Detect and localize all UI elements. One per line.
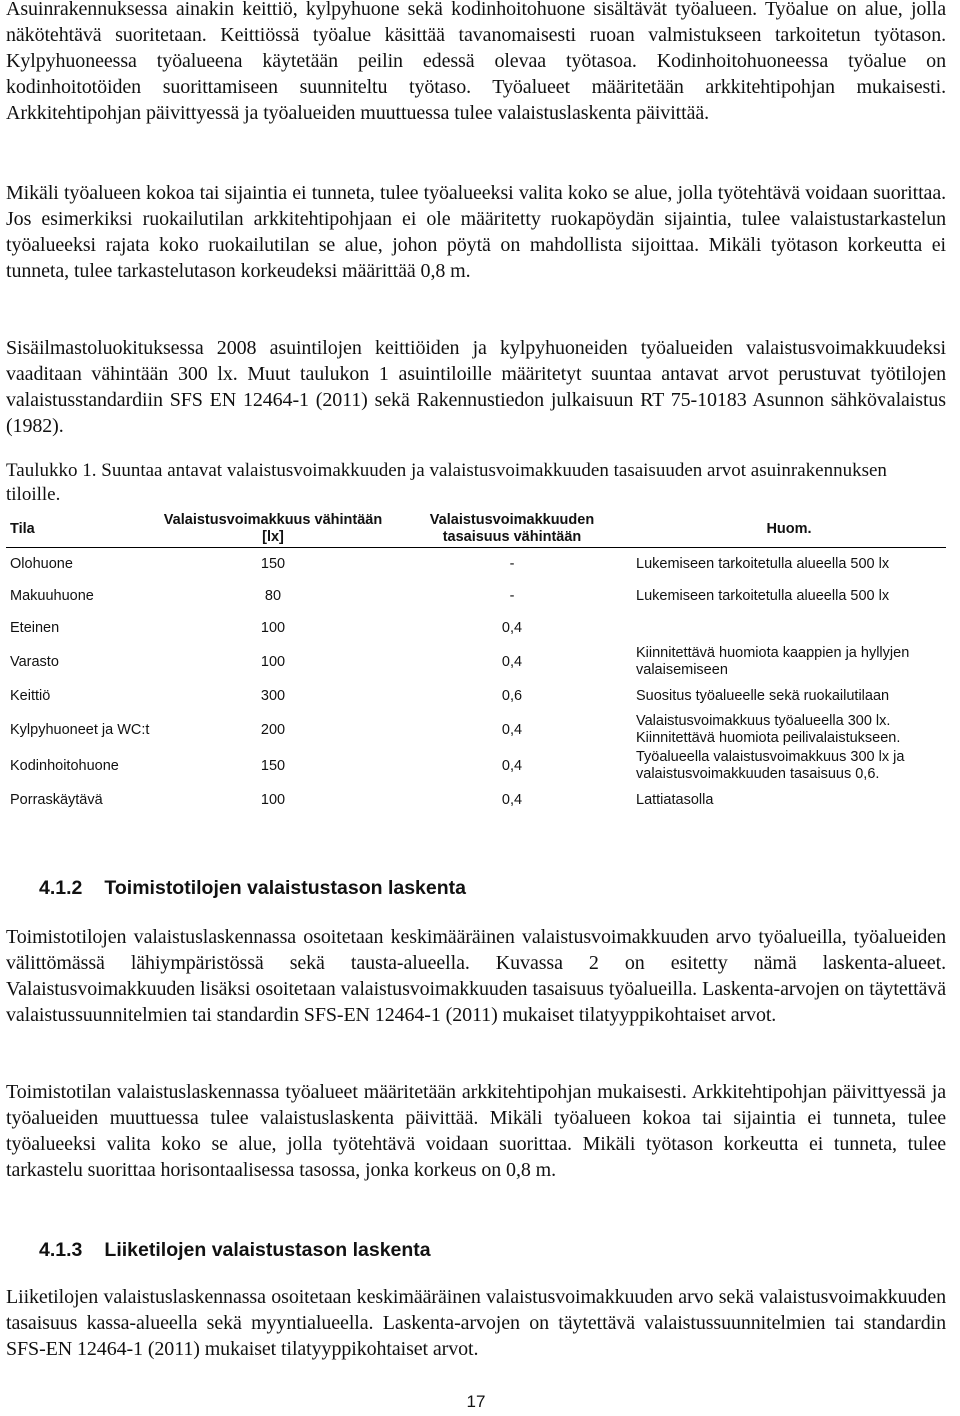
cell-lx: 80 [264,587,282,604]
table-caption [6,459,946,507]
header-lx: Valaistusvoimakkuus vähintään [lx] [154,511,392,548]
cell-tasaisuus: - [509,555,515,572]
cell-huom: Suositus työalueelle sekä ruokailutilaan [636,687,890,704]
cell-lx: 200 [260,721,286,738]
paragraph-retail-calculation: Liiketilojen valaistuslaskennassa osoitetaan keskimääräinen valaistusvoimakkuuden arvo sekä valaistusvoimakkuuden tasaisuus kassa-alueella sekä myyntialueella. Laskenta-arvojen on täytettävä valaistussuunnitelmien tai standardin SFS-EN 12464-1 (2011) mukaiset tilatyyppikohtaiset arvot. [6,1286,946,1360]
cell-huom: Lattiatasolla [636,791,714,808]
section-number: 4.1.2 [39,877,83,899]
cell-tasaisuus: 0,4 [501,791,523,808]
paragraph-work-areas: Asuinrakennuksessa ainakin keittiö, kylpyhuone sekä kodinhoitohuone sisältävät työalueen. Työalue on alue, jolla näkötehtävä suoritetaan. Keittiössä työalue käsittää tavanomaisesti ruoan valmistukseen tarkoitetun työtason. Kylpyhuoneessa työalueena käytetään peilin edessä olevaa työtasoa. Kodinhoitohuoneessa työalue on kodinhoitotöiden suorittamiseen suunniteltu työtaso. Työalueet määritetään arkkitehtipohjan mukaisesti. Arkkitehtipohjan päivittyessä ja työalueiden muuttuessa tulee valaistuslaskenta päivittää. [6,0,946,124]
paragraph-office-work-areas: Toimistotilan valaistuslaskennassa työalueet määritetään arkkitehtipohjan mukaisesti. Arkkitehtipohjan päivittyessä ja työalueiden muuttuessa tulee valaistuslaskenta päivittää. Mikäli työalueen kokoa tai sijaintia ei tunneta, tulee työalueeksi valita koko se alue, jolla työtehtävä voidaan suorittaa. Mikäli työtason korkeutta ei tunneta, tulee tarkastelu suorittaa horisontaalisessa tasossa, jonka korkeus on 0,8 m. [6,1081,946,1181]
cell-huom: Valaistusvoimakkuus työalueella 300 lx. Kiinnitettävä huomiota peilivalaistukseen. [636,713,901,746]
table-caption-label: Taulukko 1. [6,460,97,481]
table-row [6,644,946,680]
header-huom: Huom. [632,511,946,548]
table-row [6,580,946,612]
table-header-row [6,511,946,548]
cell-lx: 300 [260,687,286,704]
table-caption-text: Suuntaa antavat valaistusvoimakkuuden ja valaistusvoimakkuuden tasaisuuden arvot asuinrakennuksen tiloille. [6,460,887,505]
section-number: 4.1.3 [39,1239,83,1261]
cell-huom [632,612,946,644]
illuminance-table [6,511,946,816]
cell-tila: Kodinhoitohuone [10,757,119,774]
cell-tila: Kylpyhuoneet ja WC:t [10,721,150,738]
cell-huom: Lukemiseen tarkoitetulla alueella 500 lx [636,555,890,572]
section-title: Liiketilojen valaistustason laskenta [104,1239,431,1261]
cell-tasaisuus: 0,4 [501,757,523,774]
cell-tila: Olohuone [10,555,73,572]
table-row [6,712,946,748]
cell-tasaisuus: 0,4 [501,653,523,670]
table-row [6,548,946,581]
paragraph-unknown-work-area: Mikäli työalueen kokoa tai sijaintia ei tunneta, tulee työalueeksi valita koko se alue, jolla työtehtävä voidaan suorittaa. Jos esimerkiksi ruokailutilan arkkitehtipohjaan ei ole määritetty ruokapöydän sijaintia, tulee valaistustarkastelun työalueeksi rajata koko ruokailutilan se alue, johon pöytä on mahdollista sijoittaa. Mikäli työtason korkeutta ei tunneta, tulee tarkastelutason korkeudeksi määrittää 0,8 m. [6,182,946,282]
cell-tasaisuus: 0,4 [501,721,523,738]
cell-lx: 100 [260,619,286,636]
cell-huom: Työalueella valaistusvoimakkuus 300 lx ja valaistusvoimakkuuden tasaisuus 0,6. [636,749,905,782]
header-tila: Tila [6,511,154,548]
header-tasaisuus: Valaistusvoimakkuuden tasaisuus vähintään [392,511,632,548]
cell-tila: Eteinen [10,619,60,636]
cell-huom: Lukemiseen tarkoitetulla alueella 500 lx [636,587,890,604]
cell-lx: 100 [260,653,286,670]
cell-tasaisuus: - [509,587,515,604]
table-row [6,784,946,816]
cell-lx: 150 [260,555,286,572]
cell-huom: Kiinnitettävä huomiota kaappien ja hyllyjen valaisemiseen [636,645,910,678]
cell-lx: 100 [260,791,286,808]
table-row [6,612,946,644]
cell-tasaisuus: 0,6 [501,687,523,704]
cell-tila: Porraskäytävä [10,791,103,808]
page-number: 17 [466,1392,486,1411]
section-heading-4-1-2 [39,877,466,900]
section-title: Toimistotilojen valaistustason laskenta [104,877,466,899]
cell-tasaisuus: 0,4 [501,619,523,636]
table-row [6,748,946,784]
section-heading-4-1-3 [39,1239,431,1262]
table-row [6,680,946,712]
paragraph-requirements: Sisäilmastoluokituksessa 2008 asuintilojen keittiöiden ja kylpyhuoneiden työalueiden valaistusvoimakkuudeksi vaaditaan vähintään 300 lx. Muut taulukon 1 asuintiloille määritetyt suuntaa antavat arvot perustuvat työtilojen valaistusstandardiin SFS EN 12464-1 (2011) sekä Rakennustiedon julkaisuun RT 75-10183 Asunnon sähkövalaistus (1982). [6,337,946,437]
paragraph-office-calculation: Toimistotilojen valaistuslaskennassa osoitetaan keskimääräinen valaistusvoimakkuuden arvo työalueilla, työalueiden välittömässä lähiympäristössä sekä tausta-alueella. Kuvassa 2 on esitetty nämä laskenta-alueet. Valaistusvoimakkuuden lisäksi osoitetaan valaistusvoimakkuuden tasaisuus työalueilla. Laskenta-arvojen on täytettävä valaistussuunnitelmien tai standardin SFS-EN 12464-1 (2011) mukaiset tilatyyppikohtaiset arvot. [6,926,946,1026]
cell-tila: Varasto [10,653,59,670]
cell-tila: Keittiö [10,687,51,704]
cell-tila: Makuuhuone [10,587,94,604]
cell-lx: 150 [260,757,286,774]
